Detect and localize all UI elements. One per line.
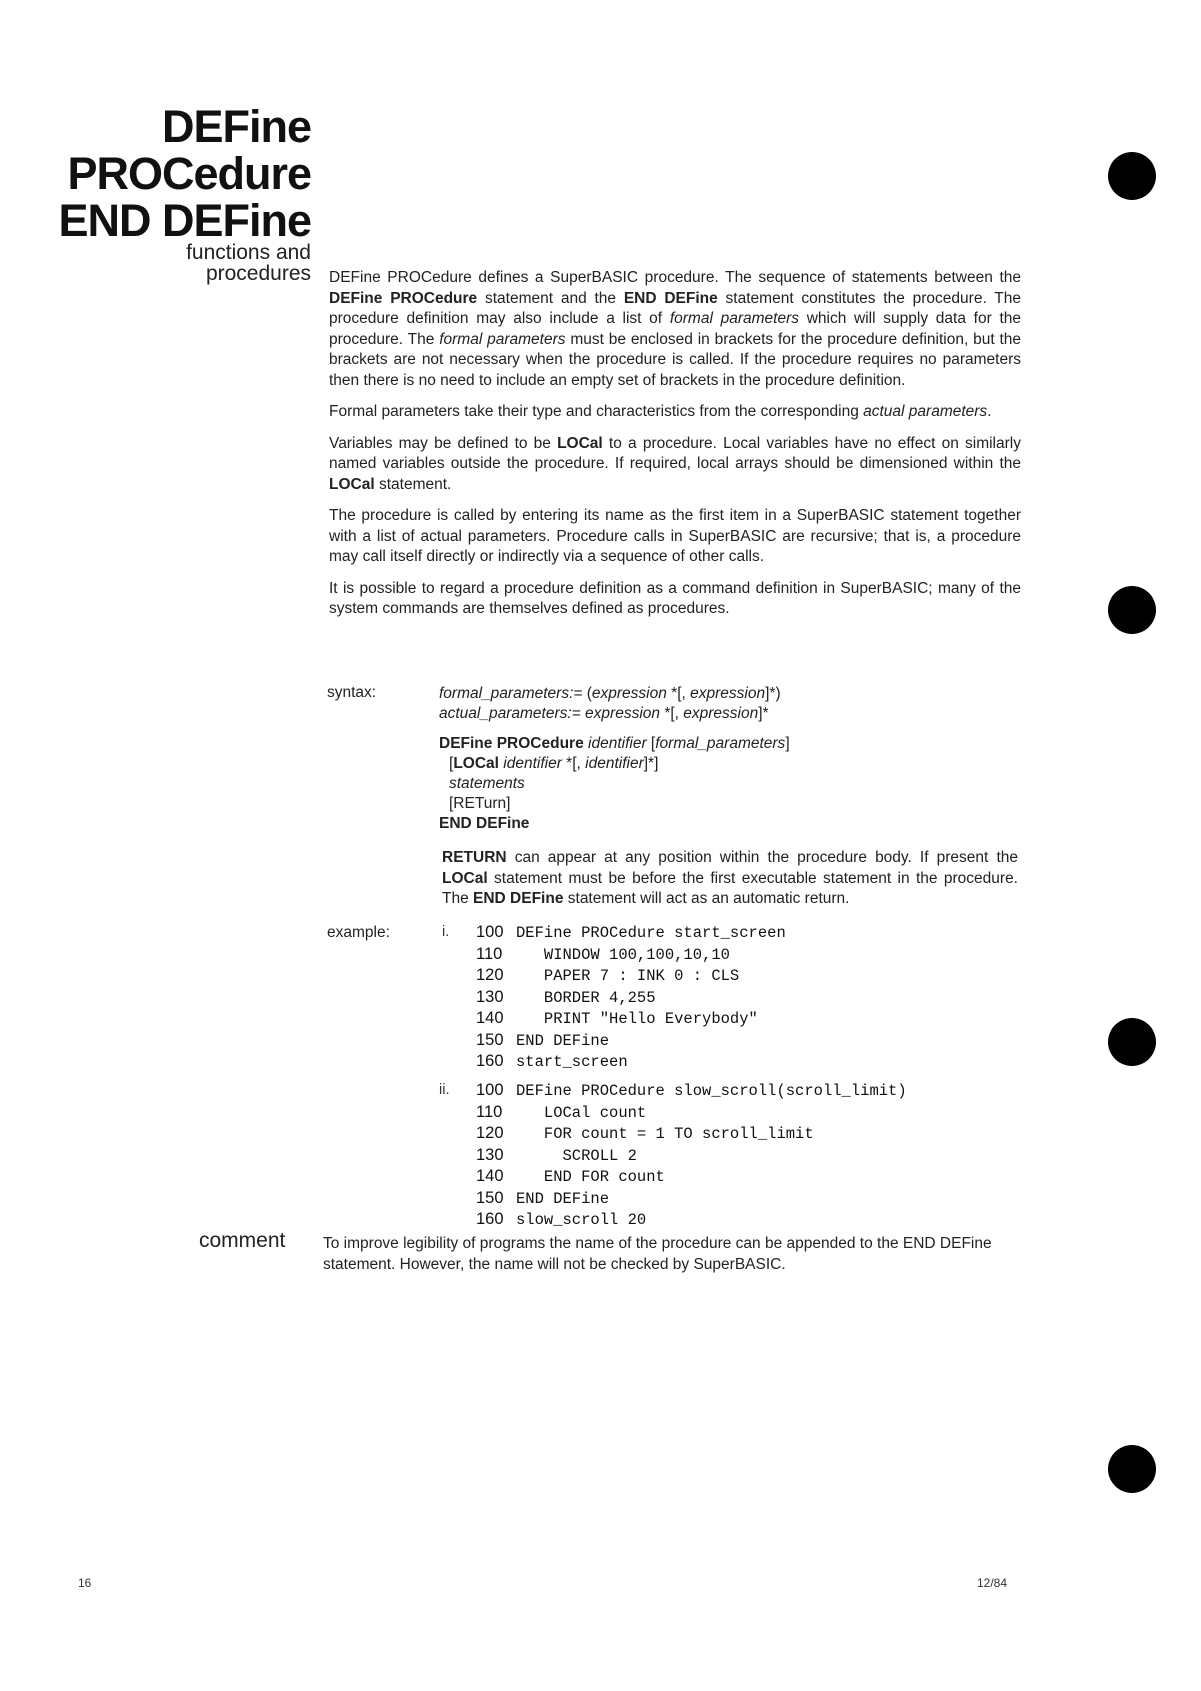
code-text: start_screen: [516, 1053, 628, 1071]
italic-term: formal_parameters: [655, 735, 786, 752]
code-line: [476, 965, 786, 987]
bold-term: END DEFine: [439, 815, 530, 832]
code-line: [476, 1102, 907, 1124]
binder-hole: [1108, 152, 1156, 200]
syntax-line: [439, 754, 1039, 774]
text-run: [: [449, 755, 454, 772]
text-run: *[,: [666, 685, 691, 702]
text-run: DEFine PROCedure defines a SuperBASIC procedure. The sequence of statements between the: [329, 269, 1021, 286]
line-number: 160: [476, 1210, 504, 1228]
paragraph: [329, 434, 1021, 496]
code-line: [476, 1123, 907, 1145]
example-marker: ii.: [439, 1082, 450, 1098]
code-text: END DEFine: [516, 1031, 610, 1050]
code-text: WINDOW 100,100,10,10: [516, 945, 730, 964]
syntax-line: [439, 814, 1039, 834]
italic-term: expression: [591, 685, 667, 702]
syntax-line: [439, 774, 1039, 794]
code-text: DEFine PROCedure start_screen: [516, 924, 786, 942]
syntax-note: [442, 848, 1018, 910]
bold-term: LOCal: [329, 475, 375, 493]
subhead-line: procedures: [205, 262, 311, 285]
text-run: statement constitutes the procedure. The procedure definition may also include a list of: [329, 289, 1021, 327]
code-text: PAPER 7 : INK 0 : CLS: [516, 967, 740, 985]
text-run: (: [582, 685, 592, 702]
line-number: 140: [476, 1009, 504, 1027]
binder-hole: [1108, 1018, 1156, 1066]
code-text: LOCal count: [516, 1103, 647, 1122]
syntax-block: [439, 684, 1039, 724]
line-number: 130: [476, 1145, 504, 1164]
text-run: [: [646, 735, 656, 752]
page-title: [58, 103, 311, 244]
print-date: 12/84: [977, 1576, 1008, 1590]
line-number: 130: [476, 987, 504, 1006]
text-run: It is possible to regard a procedure definition as a command definition in SuperBASIC; many of the system commands are themselves defined as procedures.: [329, 579, 1021, 617]
italic-term: statements: [449, 775, 525, 792]
line-number: 150: [476, 1030, 504, 1049]
subhead-line: functions and: [186, 241, 311, 264]
line-number: 140: [476, 1167, 504, 1185]
text-run: Variables may be defined to be: [329, 434, 558, 452]
italic-term: identifier: [588, 735, 647, 752]
text-run: statement must be before the first executable statement in the procedure. The: [442, 869, 1018, 907]
bold-term: LOCal: [453, 755, 499, 772]
paragraph: [329, 579, 1021, 620]
bold-term: END DEFine: [623, 289, 718, 307]
code-line: [476, 1051, 786, 1073]
comment-text: To improve legibility of programs the name of the procedure can be appended to the END DEFine statement. However, the name will not be checked by SuperBASIC.: [323, 1235, 992, 1273]
italic-term: actual_parameters:=: [439, 705, 581, 722]
text-run: statement and the: [477, 289, 624, 307]
syntax-label: syntax:: [327, 684, 377, 701]
comment-label: comment: [199, 1229, 286, 1252]
italic-term: formal_parameters:=: [439, 685, 583, 702]
text-run: ]*: [758, 705, 769, 722]
text-run: ]*]: [643, 755, 659, 772]
binder-hole: [1108, 586, 1156, 634]
bold-term: END DEFine: [473, 890, 564, 907]
line-number: 160: [476, 1052, 504, 1070]
text-run: Formal parameters take their type and characteristics from the corresponding: [329, 403, 864, 420]
text-run: [RETurn]: [449, 795, 511, 812]
syntax-line: [439, 704, 1039, 724]
code-text: SCROLL 2: [516, 1146, 637, 1165]
code-line: [476, 1030, 786, 1052]
code-text: PRINT "Hello Everybody": [516, 1010, 758, 1028]
code-text: slow_scroll 20: [516, 1211, 647, 1229]
code-line: [476, 1145, 907, 1167]
italic-term: actual parameters: [863, 403, 988, 420]
syntax-line: [439, 794, 1039, 814]
text-run: ]*): [765, 685, 781, 702]
line-number: 120: [476, 1124, 504, 1142]
text-run: *[,: [561, 755, 586, 772]
text-run: statement.: [374, 475, 452, 493]
procedure-syntax: [439, 734, 1039, 834]
code-line: [476, 922, 786, 944]
line-number: 110: [476, 1102, 503, 1121]
text-run: The procedure is called by entering its name as the first item in a SuperBASIC statement together with a list of actual parameters. Procedure calls in SuperBASIC are recursive; that is, a procedure may call itself directly or indirectly via a sequence of other calls.: [329, 507, 1021, 565]
code-text: FOR count = 1 TO scroll_limit: [516, 1125, 814, 1143]
italic-term: identifier: [585, 755, 644, 772]
paragraph: [329, 506, 1021, 568]
code-line: [476, 1188, 907, 1210]
example-marker: i.: [442, 924, 450, 940]
line-number: 120: [476, 966, 504, 984]
code-line: [476, 1209, 907, 1231]
code-listing: [476, 1080, 907, 1231]
line-number: 100: [476, 1081, 504, 1099]
code-listing: [476, 922, 786, 1073]
code-text: END DEFine: [516, 1189, 610, 1208]
paragraph: [329, 402, 1021, 423]
text-run: which will supply data for the procedure. The: [329, 310, 1021, 348]
code-line: [476, 1008, 786, 1030]
text-run: ]: [785, 735, 790, 752]
bold-term: DEFine PROCedure: [329, 289, 478, 307]
line-number: 100: [476, 923, 504, 941]
code-line: [476, 944, 786, 966]
text-run: can appear at any position within the procedure body. If present the: [506, 849, 1018, 866]
title-line: PROCedure: [67, 148, 311, 199]
section-subhead: [186, 242, 311, 284]
italic-term: expression: [585, 705, 661, 722]
paragraph: [329, 268, 1021, 391]
italic-term: formal parameters: [669, 310, 799, 327]
italic-term: expression: [690, 685, 766, 702]
page-number: 16: [78, 1576, 92, 1590]
text-run: must be enclosed in brackets for the procedure definition, but the brackets are not necessary when the procedure is called. If the procedure requires no parameters then there is no need to include an empty set of brackets in the procedure definition.: [329, 330, 1022, 389]
syntax-line: [439, 734, 1039, 754]
italic-term: identifier: [503, 755, 562, 772]
code-text: DEFine PROCedure slow_scroll(scroll_limit): [516, 1082, 907, 1100]
bold-term: LOCal: [442, 869, 488, 887]
bold-term: LOCal: [557, 434, 603, 452]
title-line: END DEFine: [58, 195, 311, 246]
example-label: example:: [327, 924, 390, 941]
code-text: END FOR count: [516, 1168, 665, 1186]
bold-term: DEFine PROCedure: [439, 735, 584, 752]
text-run: statement will act as an automatic return.: [563, 890, 850, 907]
syntax-line: [439, 684, 1039, 704]
code-line: [476, 987, 786, 1009]
italic-term: formal parameters: [439, 330, 566, 348]
code-line: [476, 1166, 907, 1188]
text-run: to a procedure. Local variables have no effect on similarly named variables outside the procedure. If required, local arrays should be dimensioned within the: [329, 434, 1021, 472]
binder-hole: [1108, 1445, 1156, 1493]
italic-term: expression: [683, 705, 759, 722]
line-number: 150: [476, 1188, 504, 1207]
code-text: BORDER 4,255: [516, 988, 656, 1007]
line-number: 110: [476, 944, 503, 963]
bold-term: RETURN: [442, 849, 507, 866]
title-line: DEFine: [161, 101, 311, 152]
text-run: *[,: [660, 705, 684, 722]
text-run: .: [987, 403, 992, 420]
description: [329, 268, 1021, 631]
code-line: [476, 1080, 907, 1102]
